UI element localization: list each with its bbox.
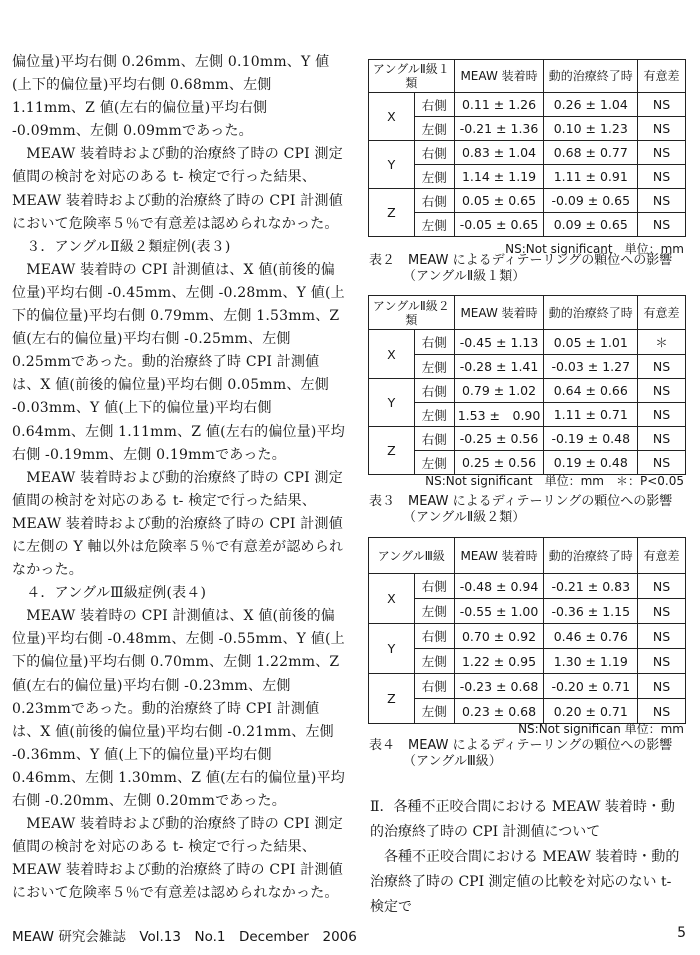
meaw-value-cell: 1.22 ± 0.95 xyxy=(454,649,544,674)
table-header-meaw: MEAW 装着時 xyxy=(454,538,544,574)
meaw-value-cell: 0.79 ± 1.02 xyxy=(454,379,544,403)
meaw-value-cell: 0.83 ± 1.04 xyxy=(454,141,544,165)
meaw-value-cell: -0.23 ± 0.68 xyxy=(454,674,544,699)
axis-cell: Z xyxy=(369,427,415,475)
side-cell: 左側 xyxy=(414,403,454,427)
table-row xyxy=(369,427,686,451)
end-value-cell: -0.09 ± 0.65 xyxy=(544,189,638,213)
meaw-value-cell: 0.05 ± 0.65 xyxy=(454,189,544,213)
table-row xyxy=(369,649,686,674)
table-header-meaw: MEAW 装着時 xyxy=(454,296,544,330)
table-3-caption xyxy=(369,494,672,526)
meaw-value-cell: -0.55 ± 1.00 xyxy=(454,599,544,624)
side-cell: 左側 xyxy=(414,213,454,237)
caption-line: 表３ MEAW によるディテーリングの顆位への影響 xyxy=(369,494,673,509)
meaw-value-cell: -0.45 ± 1.13 xyxy=(454,330,544,355)
significance-cell: NS xyxy=(638,674,686,699)
caption-line: （アングルⅡ級２類） xyxy=(403,510,526,525)
significance-cell: NS xyxy=(638,403,686,427)
table-row xyxy=(369,674,686,699)
table-header-end: 動的治療終了時 xyxy=(544,60,638,93)
end-value-cell: 0.19 ± 0.48 xyxy=(544,451,638,475)
significance-cell: NS xyxy=(638,599,686,624)
end-value-cell: 0.09 ± 0.65 xyxy=(544,213,638,237)
meaw-value-cell: 0.11 ± 1.26 xyxy=(454,93,544,117)
table-2-note: NS:Not significant 単位：mm xyxy=(505,242,684,256)
section-heading: ４．アングルⅢ級症例(表４) xyxy=(12,585,207,602)
end-value-cell: 0.46 ± 0.76 xyxy=(544,624,638,649)
axis-cell: Y xyxy=(369,624,415,674)
table-row xyxy=(369,189,686,213)
meaw-value-cell: -0.21 ± 1.36 xyxy=(454,117,544,141)
meaw-value-cell: 0.25 ± 0.56 xyxy=(454,451,544,475)
table-4-note: NS:Not significan 単位：mm xyxy=(518,722,684,736)
meaw-value-cell: 1.14 ± 1.19 xyxy=(454,165,544,189)
axis-cell: X xyxy=(369,574,415,624)
table-row xyxy=(369,451,686,475)
side-cell: 右側 xyxy=(414,674,454,699)
side-cell: 左側 xyxy=(414,451,454,475)
table-header-group: アングルⅡ級２類 xyxy=(369,296,455,330)
section-heading: Ⅱ．各種不正咬合間における MEAW 装着時・動的治療終了時の CPI 計測値について xyxy=(370,799,675,840)
significance-cell: NS xyxy=(638,165,686,189)
table-3-note: NS:Not significant 単位：mm ＊：P<0.05 xyxy=(425,474,684,488)
caption-line: 表２ MEAW によるディテーリングの顆位への影響 xyxy=(369,253,673,268)
significance-cell: NS xyxy=(638,189,686,213)
table-row xyxy=(369,117,686,141)
table-header-sig: 有意差 xyxy=(638,60,686,93)
side-cell: 左側 xyxy=(414,165,454,189)
side-cell: 右側 xyxy=(414,624,454,649)
table-header-end: 動的治療終了時 xyxy=(544,538,638,574)
side-cell: 右側 xyxy=(414,574,454,599)
meaw-value-cell: 0.23 ± 0.68 xyxy=(454,699,544,724)
table-header-end: 動的治療終了時 xyxy=(544,296,638,330)
axis-cell: Z xyxy=(369,674,415,724)
end-value-cell: 0.64 ± 0.66 xyxy=(544,379,638,403)
paragraph: MEAW 装着時の CPI 計測値は、X 値(前後的偏位量)平均右側 -0.45mm、左側 -0.28mm、Y 値(上下的偏位量)平均右側 0.79mm、左側 1.53mm、Z 値(左右的偏位量)平均右側 -0.25mm、左側 0.25mmであった。動的治療終了時 CPI 計測値は、X 値(前後的偏位量)平均右側 0.05mm、左側 -0.03mm、Y 値(上下的偏位量)平均右側 0.64mm、左側 1.11mm、Z 値(左右的偏位量)平均右側 -0.19mm、左側 0.19mmであった。 xyxy=(12,261,345,463)
side-cell: 左側 xyxy=(414,699,454,724)
end-value-cell: 1.30 ± 1.19 xyxy=(544,649,638,674)
significance-cell: NS xyxy=(638,93,686,117)
end-value-cell: 1.11 ± 0.91 xyxy=(544,165,638,189)
significance-cell: ＊ xyxy=(638,330,686,355)
side-cell: 右側 xyxy=(414,141,454,165)
side-cell: 右側 xyxy=(414,189,454,213)
meaw-value-cell: -0.48 ± 0.94 xyxy=(454,574,544,599)
axis-cell: Z xyxy=(369,189,415,237)
table-row xyxy=(369,141,686,165)
end-value-cell: -0.21 ± 0.83 xyxy=(544,574,638,599)
table-header-meaw: MEAW 装着時 xyxy=(454,60,544,93)
table-2-caption xyxy=(369,253,672,285)
significance-cell: NS xyxy=(638,699,686,724)
table-row xyxy=(369,599,686,624)
significance-cell: NS xyxy=(638,379,686,403)
right-body xyxy=(370,795,688,920)
caption-line: （アングルⅡ級１類） xyxy=(403,269,526,284)
paragraph: MEAW 装着時および動的治療終了時の CPI 測定値間の検討を対応のある t- 検定で行った結果、MEAW 装着時および動的治療終了時の CPI 計測値において危険率５％で有意差は認められなかった。 xyxy=(12,816,343,902)
axis-cell: Y xyxy=(369,141,415,189)
table-header-group: アングルⅡ級１類 xyxy=(369,60,455,93)
side-cell: 右側 xyxy=(414,330,454,355)
table-3 xyxy=(368,295,686,475)
significance-cell: NS xyxy=(638,451,686,475)
end-value-cell: 0.26 ± 1.04 xyxy=(544,93,638,117)
side-cell: 右側 xyxy=(414,379,454,403)
side-cell: 左側 xyxy=(414,355,454,379)
table-row xyxy=(369,213,686,237)
table-header-sig: 有意差 xyxy=(638,296,686,330)
paragraph: MEAW 装着時の CPI 計測値は、X 値(前後的偏位量)平均右側 -0.48mm、左側 -0.55mm、Y 値(上下的偏位量)平均右側 0.70mm、左側 1.22mm、Z 値(左右的偏位量)平均右側 -0.23mm、左側 0.23mmであった。動的治療終了時 CPI 計測値は、X 値(前後的偏位量)平均右側 -0.21mm、左側 -0.36mm、Y 値(上下的偏位量)平均右側 0.46mm、左側 1.30mm、Z 値(左右的偏位量)平均右側 -0.20mm、左側 0.20mmであった。 xyxy=(12,608,345,809)
table-row xyxy=(369,379,686,403)
caption-line: 表４ MEAW によるディテーリングの顆位への影響 xyxy=(369,738,673,753)
caption-line: （アングルⅢ級） xyxy=(403,754,502,769)
table-4-caption xyxy=(369,738,672,770)
table-row xyxy=(369,574,686,599)
left-column xyxy=(12,51,347,905)
side-cell: 左側 xyxy=(414,649,454,674)
table-row xyxy=(369,93,686,117)
meaw-value-cell: -0.05 ± 0.65 xyxy=(454,213,544,237)
end-value-cell: 0.68 ± 0.77 xyxy=(544,141,638,165)
table-2 xyxy=(368,59,686,237)
end-value-cell: 1.11 ± 0.71 xyxy=(544,403,638,427)
table-row xyxy=(369,165,686,189)
paragraph: MEAW 装着時および動的治療終了時の CPI 測定値間の検討を対応のある t- 検定で行った結果、MEAW 装着時および動的治療終了時の CPI 計測値において危険率５％で有意差は認められなかった。 xyxy=(12,146,343,232)
significance-cell: NS xyxy=(638,574,686,599)
side-cell: 左側 xyxy=(414,117,454,141)
end-value-cell: 0.05 ± 1.01 xyxy=(544,330,638,355)
end-value-cell: -0.19 ± 0.48 xyxy=(544,427,638,451)
significance-cell: NS xyxy=(638,649,686,674)
table-header-group: アングルⅢ級 xyxy=(369,538,455,574)
significance-cell: NS xyxy=(638,117,686,141)
end-value-cell: -0.03 ± 1.27 xyxy=(544,355,638,379)
significance-cell: NS xyxy=(638,213,686,237)
meaw-value-cell: -0.25 ± 0.56 xyxy=(454,427,544,451)
significance-cell: NS xyxy=(638,141,686,165)
table-row xyxy=(369,403,686,427)
paragraph: 各種不正咬合間における MEAW 装着時・動的治療終了時の CPI 測定値の比較を対応のない t- 検定で xyxy=(370,849,680,915)
axis-cell: X xyxy=(369,330,415,379)
end-value-cell: -0.20 ± 0.71 xyxy=(544,674,638,699)
journal-footer: MEAW 研究会雑誌 Vol.13 No.1 December 2006 xyxy=(12,929,357,945)
paragraph: MEAW 装着時および動的治療終了時の CPI 測定値間の検討を対応のある t- 検定で行った結果、MEAW 装着時および動的治療終了時の CPI 計測値に左側の Y 軸以外は危険率５％で有意差が認められなかった。 xyxy=(12,469,344,579)
section-heading: ３．アングルⅡ級２類症例(表３) xyxy=(12,238,231,255)
table-row xyxy=(369,330,686,355)
meaw-value-cell: -0.28 ± 1.41 xyxy=(454,355,544,379)
paragraph: 偏位量)平均右側 0.26mm、左側 0.10mm、Y 値(上下的偏位量)平均右側 0.68mm、左側 1.11mm、Z 値(左右的偏位量)平均右側 -0.09mm、左側 0.09mmであった。 xyxy=(12,54,330,140)
end-value-cell: -0.36 ± 1.15 xyxy=(544,599,638,624)
significance-cell: NS xyxy=(638,624,686,649)
side-cell: 左側 xyxy=(414,599,454,624)
table-4 xyxy=(368,537,686,724)
end-value-cell: 0.10 ± 1.23 xyxy=(544,117,638,141)
side-cell: 右側 xyxy=(414,427,454,451)
axis-cell: Y xyxy=(369,379,415,427)
significance-cell: NS xyxy=(638,427,686,451)
page-number: 5 xyxy=(677,925,686,941)
axis-cell: X xyxy=(369,93,415,141)
end-value-cell: 0.20 ± 0.71 xyxy=(544,699,638,724)
table-header-sig: 有意差 xyxy=(638,538,686,574)
meaw-value-cell: 0.70 ± 0.92 xyxy=(454,624,544,649)
significance-cell: NS xyxy=(638,355,686,379)
side-cell: 右側 xyxy=(414,93,454,117)
table-row xyxy=(369,624,686,649)
meaw-value-cell: 1.53 ± 0.90 xyxy=(454,403,544,427)
table-row xyxy=(369,355,686,379)
